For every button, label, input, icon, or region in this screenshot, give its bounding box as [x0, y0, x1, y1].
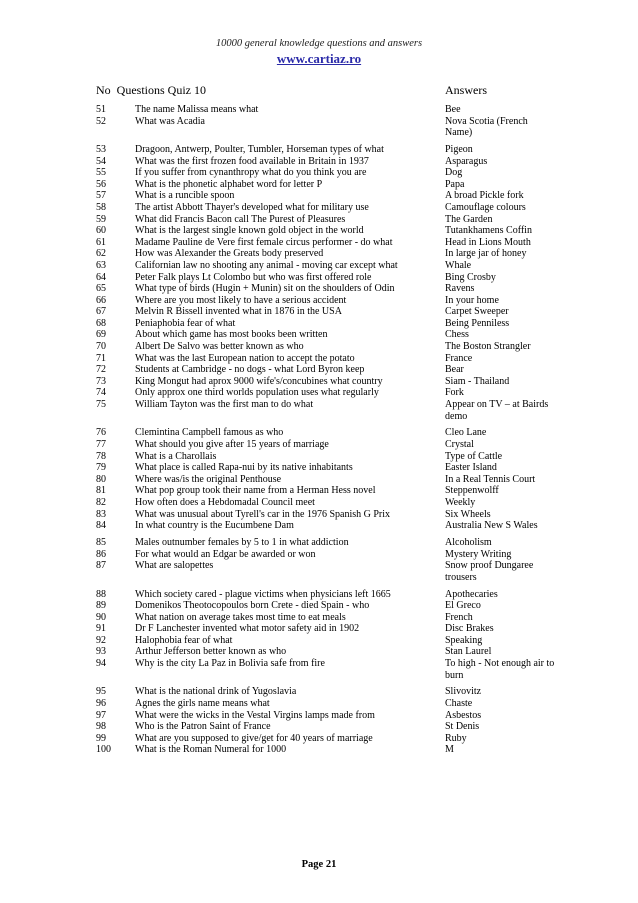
- list-item: [0, 537, 638, 549]
- list-item: [0, 600, 638, 612]
- question-text: In what country is the Eucumbene Dam: [135, 520, 294, 532]
- answer-text: In large jar of honey: [445, 248, 527, 260]
- question-number: 74: [96, 387, 106, 399]
- answer-text: Nova Scotia (French Name): [445, 115, 528, 139]
- question-text: If you suffer from cynanthropy what do you think you are: [135, 167, 367, 179]
- question-number: 60: [96, 225, 106, 237]
- question-text: Why is the city La Paz in Bolivia safe from fire: [135, 658, 325, 670]
- answer-text: Weekly: [445, 496, 476, 508]
- question-number: 93: [96, 646, 106, 658]
- question-number: 82: [96, 496, 106, 508]
- page-number: Page 21: [301, 859, 337, 870]
- answer-text: Bear: [445, 364, 464, 376]
- list-item: [0, 549, 638, 561]
- question-text: What type of birds (Hugin + Munin) sit on the shoulders of Odin: [135, 283, 395, 295]
- list-item: [0, 646, 638, 658]
- answer-text: In a Real Tennis Court: [445, 473, 536, 485]
- question-number: 70: [96, 341, 106, 353]
- list-item: [0, 248, 638, 260]
- column-header-questions: Questions Quiz 10: [116, 83, 206, 97]
- question-number: 61: [96, 236, 106, 248]
- answer-text: Ravens: [445, 283, 475, 295]
- list-item: [0, 144, 638, 156]
- question-text: What was Acadia: [135, 115, 205, 127]
- answer-text: Being Penniless: [445, 317, 510, 329]
- question-text: What was the last European nation to accept the potato: [135, 352, 355, 364]
- list-item: [0, 612, 638, 624]
- list-item: [0, 364, 638, 376]
- question-text: Arthur Jefferson better known as who: [135, 646, 287, 658]
- list-item: [0, 427, 638, 439]
- question-number: 57: [96, 190, 106, 202]
- column-header-no-and-questions: [96, 83, 206, 98]
- question-text: The name Malissa means what: [135, 104, 259, 115]
- question-text: What pop group took their name from a Herman Hess novel: [135, 485, 376, 497]
- question-text: King Mongut had aprox 9000 wife's/concubines what country: [135, 375, 383, 387]
- question-number: 66: [96, 294, 106, 306]
- list-item: [0, 341, 638, 353]
- list-item: [0, 733, 638, 745]
- answer-text: The Garden: [445, 213, 493, 225]
- list-item: [0, 485, 638, 497]
- question-text: Agnes the girls name means what: [135, 698, 270, 710]
- answer-text: Fork: [445, 387, 464, 399]
- question-number: 80: [96, 473, 106, 485]
- answer-text: Disc Brakes: [445, 623, 494, 635]
- question-text: Dr F Lanchester invented what motor safety aid in 1902: [135, 623, 360, 635]
- list-item: [0, 399, 638, 422]
- question-number: 98: [96, 721, 106, 733]
- list-item: [0, 451, 638, 463]
- question-text: What nation on average takes most time to eat meals: [135, 611, 346, 623]
- list-item: [0, 560, 638, 583]
- question-number: 65: [96, 283, 106, 295]
- question-number: 77: [96, 439, 106, 450]
- list-item: [0, 439, 638, 451]
- list-item: [0, 306, 638, 318]
- list-item: [0, 190, 638, 202]
- question-number: 91: [96, 623, 106, 635]
- question-text: Domenikos Theotocopoulos born Crete - died Spain - who: [135, 600, 370, 612]
- answer-text: St Denis: [445, 721, 480, 733]
- answer-text: Type of Cattle: [445, 450, 503, 462]
- list-item: [0, 497, 638, 509]
- answer-text: Asparagus: [445, 155, 488, 167]
- answer-text: Easter Island: [445, 462, 497, 474]
- question-text: What should you give after 15 years of marriage: [135, 439, 329, 450]
- answer-text: Bing Crosby: [445, 271, 496, 283]
- question-number: 100: [96, 744, 111, 756]
- question-list: [0, 104, 638, 756]
- question-text: What place is called Rapa-nui by its native inhabitants: [135, 462, 353, 474]
- question-number: 63: [96, 259, 106, 271]
- question-text: Males outnumber females by 5 to 1 in what addiction: [135, 536, 349, 548]
- list-item: [0, 104, 638, 116]
- column-header-no: No: [96, 83, 111, 97]
- question-text: Only approx one third worlds population uses what regularly: [135, 387, 379, 399]
- question-text: Clemintina Campbell famous as who: [135, 427, 284, 439]
- answer-text: Carpet Sweeper: [445, 306, 509, 318]
- question-number: 86: [96, 548, 106, 560]
- answer-text: Ruby: [445, 732, 467, 744]
- list-item: [0, 658, 638, 681]
- question-number: 79: [96, 462, 106, 474]
- question-text: Where was/is the original Penthouse: [135, 473, 282, 485]
- question-number: 85: [96, 536, 106, 548]
- answer-text: Asbestos: [445, 709, 482, 721]
- question-number: 87: [96, 560, 106, 572]
- answer-text: Head in Lions Mouth: [445, 236, 531, 248]
- list-item: [0, 509, 638, 521]
- question-number: 56: [96, 178, 106, 190]
- question-text: What were the wicks in the Vestal Virgins lamps made from: [135, 709, 375, 721]
- answer-text: Snow proof Dungaree trousers: [445, 560, 534, 583]
- list-item: [0, 387, 638, 399]
- answer-text: To high - Not enough air to burn: [445, 658, 555, 681]
- answer-text: Bee: [445, 104, 461, 115]
- question-text: What was the first frozen food available in Britain in 1937: [135, 155, 369, 167]
- answer-text: Chaste: [445, 698, 473, 710]
- list-item: [0, 237, 638, 249]
- question-text: Melvin R Bissell invented what in 1876 in the USA: [135, 306, 342, 318]
- answer-text: Mystery Writing: [445, 548, 512, 560]
- list-item: [0, 474, 638, 486]
- answer-text: Tutankhamens Coffin: [445, 225, 532, 237]
- answer-text: Chess: [445, 329, 469, 341]
- question-number: 75: [96, 399, 106, 411]
- answer-text: Speaking: [445, 634, 483, 646]
- list-item: [0, 520, 638, 532]
- list-item: [0, 260, 638, 272]
- question-text: What was unusual about Tyrell's car in the 1976 Spanish G Prix: [135, 508, 391, 520]
- answer-text: Cleo Lane: [445, 427, 487, 439]
- question-number: 78: [96, 450, 106, 462]
- answer-text: Appear on TV – at Bairds demo: [445, 399, 549, 422]
- question-text: Halophobia fear of what: [135, 634, 233, 646]
- list-item: [0, 462, 638, 474]
- list-item: [0, 686, 638, 698]
- question-text: What is the phonetic alphabet word for letter P: [135, 178, 323, 190]
- answer-text: Whale: [445, 259, 472, 271]
- question-number: 62: [96, 248, 106, 260]
- answer-text: A broad Pickle fork: [445, 190, 524, 202]
- question-text: What is the largest single known gold object in the world: [135, 225, 364, 237]
- question-text: The artist Abbott Thayer's developed what for military use: [135, 201, 369, 213]
- question-text: About which game has most books been written: [135, 329, 328, 341]
- question-number: 94: [96, 658, 106, 670]
- question-number: 97: [96, 709, 106, 721]
- question-text: Californian law no shooting any animal - moving car except what: [135, 259, 398, 271]
- answer-text: Apothecaries: [445, 588, 498, 600]
- question-number: 68: [96, 317, 106, 329]
- column-header-answers: Answers: [445, 83, 487, 97]
- question-number: 92: [96, 634, 106, 646]
- question-number: 88: [96, 588, 106, 600]
- question-text: Who is the Patron Saint of France: [135, 721, 271, 733]
- question-text: Which society cared - plague victims when physicians left 1665: [135, 588, 391, 600]
- list-item: [0, 329, 638, 341]
- list-item: [0, 318, 638, 330]
- question-text: What is the Roman Numeral for 1000: [135, 744, 287, 756]
- list-item: [0, 589, 638, 601]
- list-item: [0, 353, 638, 365]
- answer-text: Dog: [445, 167, 463, 179]
- answer-text: Six Wheels: [445, 508, 491, 520]
- answer-text: Australia New S Wales: [445, 520, 538, 532]
- question-text: What did Francis Bacon call The Purest of Pleasures: [135, 213, 346, 225]
- question-text: What are salopettes: [135, 560, 214, 572]
- question-number: 58: [96, 201, 106, 213]
- list-item: [0, 295, 638, 307]
- question-text: Albert De Salvo was better known as who: [135, 341, 304, 353]
- question-number: 84: [96, 520, 106, 532]
- question-text: Peter Falk plays Lt Colombo but who was first offered role: [135, 271, 372, 283]
- question-number: 95: [96, 686, 106, 698]
- answer-text: Alcoholism: [445, 536, 492, 548]
- answer-text: Camouflage colours: [445, 201, 526, 213]
- answer-text: French: [445, 611, 473, 623]
- question-text: How was Alexander the Greats body preserved: [135, 248, 324, 260]
- answer-text: El Greco: [445, 600, 481, 612]
- question-number: 53: [96, 143, 106, 155]
- document-subtitle: 10000 general knowledge questions and answers: [215, 38, 423, 49]
- question-text: Dragoon, Antwerp, Poulter, Tumbler, Horseman types of what: [135, 143, 384, 155]
- question-text: Madame Pauline de Vere first female circus performer - do what: [135, 236, 393, 248]
- answer-text: In your home: [445, 294, 499, 306]
- question-number: 96: [96, 698, 106, 710]
- list-item: [0, 116, 638, 139]
- question-text: William Tayton was the first man to do what: [135, 399, 314, 411]
- list-item: [0, 283, 638, 295]
- list-item: [0, 272, 638, 284]
- answer-text: The Boston Strangler: [445, 341, 531, 353]
- list-item: [0, 721, 638, 733]
- question-number: 90: [96, 611, 106, 623]
- question-text: What is the national drink of Yugoslavia: [135, 686, 297, 698]
- answer-text: France: [445, 352, 473, 364]
- question-number: 81: [96, 485, 106, 497]
- question-number: 72: [96, 364, 106, 376]
- list-item: [0, 202, 638, 214]
- answer-text: M: [445, 744, 454, 756]
- question-text: What is a Charollais: [135, 450, 217, 462]
- answer-text: Siam - Thailand: [445, 375, 510, 387]
- question-number: 64: [96, 271, 106, 283]
- question-number: 51: [96, 104, 106, 115]
- list-item: [0, 744, 638, 756]
- question-number: 83: [96, 508, 106, 520]
- question-text: Students at Cambridge - no dogs - what Lord Byron keep: [135, 364, 365, 376]
- question-number: 99: [96, 732, 106, 744]
- question-number: 71: [96, 352, 106, 364]
- question-text: What is a runcible spoon: [135, 190, 235, 202]
- answer-text: Slivovitz: [445, 686, 482, 698]
- answer-text: Papa: [445, 178, 465, 190]
- question-number: 59: [96, 213, 106, 225]
- list-item: [0, 214, 638, 226]
- answer-text: Stan Laurel: [445, 646, 492, 658]
- question-text: Peniaphobia fear of what: [135, 317, 236, 329]
- question-number: 69: [96, 329, 106, 341]
- list-item: [0, 225, 638, 237]
- site-link[interactable]: www.cartiaz.ro: [276, 51, 362, 66]
- question-number: 52: [96, 115, 106, 127]
- answer-text: Crystal: [445, 439, 474, 450]
- answer-text: Pigeon: [445, 143, 473, 155]
- question-number: 55: [96, 167, 106, 179]
- question-number: 89: [96, 600, 106, 612]
- question-number: 73: [96, 375, 106, 387]
- question-text: Where are you most likely to have a serious accident: [135, 294, 347, 306]
- list-item: [0, 156, 638, 168]
- list-item: [0, 179, 638, 191]
- question-text: For what would an Edgar be awarded or won: [135, 548, 316, 560]
- list-item: [0, 710, 638, 722]
- list-item: [0, 635, 638, 647]
- list-item: [0, 167, 638, 179]
- question-number: 76: [96, 427, 106, 439]
- question-text: What are you supposed to give/get for 40 years of marriage: [135, 732, 373, 744]
- answer-text: Steppenwolff: [445, 485, 499, 497]
- question-number: 54: [96, 155, 106, 167]
- list-item: [0, 376, 638, 388]
- list-item: [0, 623, 638, 635]
- list-item: [0, 698, 638, 710]
- question-number: 67: [96, 306, 106, 318]
- question-text: How often does a Hebdomadal Council meet: [135, 496, 315, 508]
